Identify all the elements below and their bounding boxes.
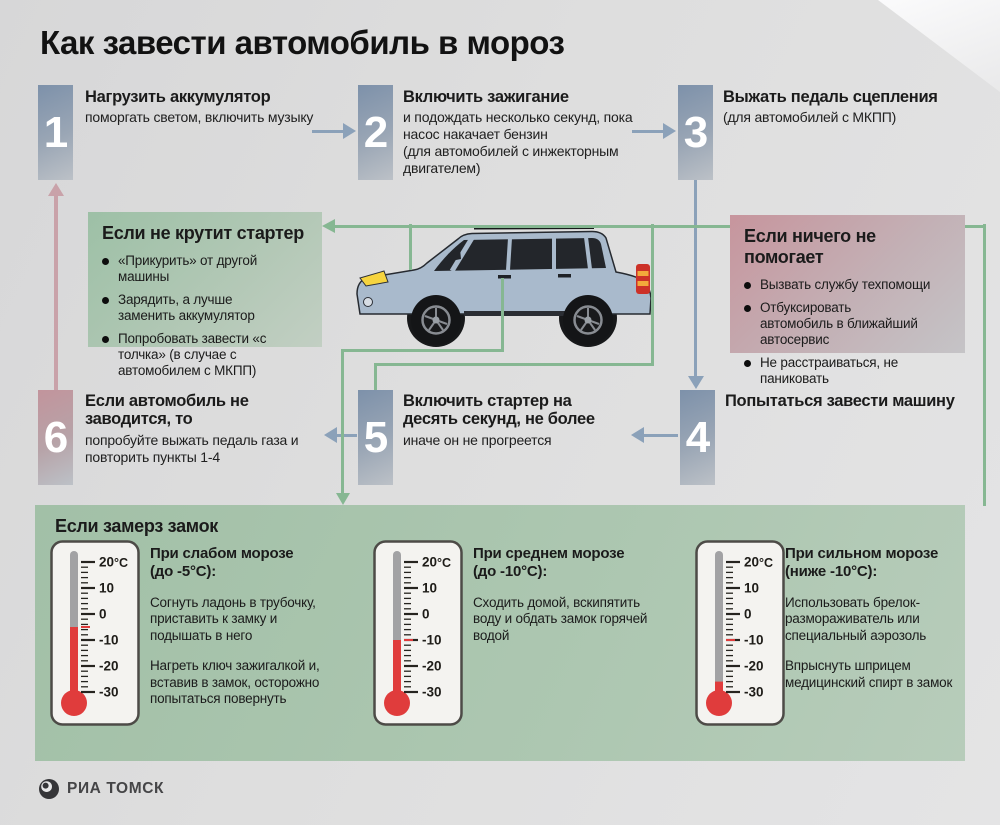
footer [38,778,164,800]
svg-text:0: 0 [99,606,107,622]
bullet-dot [744,360,751,367]
svg-text:-30: -30 [422,684,442,700]
lock-column-severe [785,545,965,705]
svg-text:°C: °C [759,556,774,570]
ria-tomsk-logo-icon [38,778,60,800]
step-2-desc2: (для автомобилей с инжекторным двигателем) [403,143,619,176]
step-6-title: Если автомобиль не заводится, то [85,392,249,429]
svg-text:0: 0 [422,606,430,622]
lock-column-mild-p2: Нагреть ключ зажигалкой и, вставив в замок, осторожно попытаться повернуть [150,658,320,707]
step-number-4: 4 [685,412,710,462]
svg-text:°C: °C [114,556,129,570]
starter-item-2: Зарядить, а лучше заменить аккумулятор [118,291,255,323]
thermometer-medium-frost [373,540,463,726]
step-1-desc: поморгать светом, включить музыку [85,109,314,126]
svg-text:-10: -10 [99,632,119,648]
svg-text:20: 20 [744,554,760,570]
bullet-dot [102,297,109,304]
list-item [744,300,951,348]
step-3 [723,88,973,126]
step-4-title: Попытаться завести машину [725,392,955,410]
lock-column-mild-p1: Согнуть ладонь в трубочку, приставить к замку и подышать в него [150,595,316,643]
svg-text:10: 10 [744,580,760,596]
lock-column-mild [150,545,332,722]
arrow-4-5-head [631,427,644,443]
green-line-right-down [983,224,986,506]
step-5-title: Включить стартер на десять секунд, не более [403,392,595,429]
step-2-desc: и подождать несколько секунд, пока насос накачает бензин [403,109,633,143]
step-6-desc: попробуйте выжать педаль газа и повторить пункты 1-4 [85,431,299,465]
page-corner-fold [878,0,1000,92]
step-block-6 [38,390,73,485]
list-item [744,355,951,387]
step-3-title: Выжать педаль сцепления [723,88,938,106]
arrow-1-2-head [343,123,356,139]
step-3-desc: (для автомобилей с МКПП) [723,109,897,126]
svg-text:-30: -30 [744,684,764,700]
nothing-helps-box [730,215,965,386]
svg-text:20: 20 [422,554,438,570]
bullet-dot [744,305,751,312]
starter-item-1: «Прикурить» от другой машины [118,253,258,284]
lock-column-severe-p1: Использовать брелок-размораживатель или специальный аэрозоль [785,595,927,643]
lock-column-severe-heading: При сильном морозе (ниже -10°С): [785,545,939,580]
svg-text:-10: -10 [744,632,764,648]
thermometer-mild-frost [50,540,140,726]
list-item [744,277,951,293]
svg-text:-20: -20 [744,658,764,674]
green-line-step5-drop [374,363,377,390]
svg-text:20: 20 [99,554,115,570]
arrow-3-4-head [688,376,704,389]
brand-name: РИА ТОМСК [67,780,165,797]
step-block-1 [38,85,73,180]
starter-item-3: Попробовать завести «с толчка» (в случае с автомобилем с МКПП) [118,330,267,378]
lock-column-medium-heading: При среднем морозе (до -10°С): [473,545,625,580]
green-line-rear-down [651,224,654,366]
step-1-title: Нагрузить аккумулятор [85,88,271,106]
step-number-3: 3 [683,107,708,157]
green-line-to-headlight [409,224,412,270]
arrow-5-6-line [337,434,357,437]
step-block-2 [358,85,393,180]
bullet-dot [102,336,109,343]
step-number-5: 5 [363,412,388,462]
step-block-5 [358,390,393,485]
green-line-door-lock [501,278,504,352]
starter-fail-box-title: Если не крутит стартер [102,223,304,243]
help-item-2: Отбуксировать автомобиль в ближайший автосервис [760,299,918,347]
step-number-6: 6 [43,412,68,462]
lock-column-medium-p1: Сходить домой, вскипятить воду и обдать замок горячей водой [473,595,648,643]
list-item [102,331,308,379]
arrow-4-5-line [644,434,678,437]
green-line-under-car [341,349,504,352]
frozen-lock-section [35,505,965,761]
bullet-dot [102,258,109,265]
svg-text:-10: -10 [422,632,442,648]
step-5-desc: иначе он не прогреется [403,431,552,448]
page-title: Как завести автомобиль в мороз [40,24,565,61]
green-line-to-lock-section [341,349,344,494]
list-item [102,253,308,285]
frozen-lock-title: Если замерз замок [55,516,218,536]
step-block-3 [678,85,713,180]
svg-text:-20: -20 [422,658,442,674]
step-block-4 [680,390,715,485]
step-number-1: 1 [43,107,68,157]
step-2 [403,88,643,177]
lock-column-mild-heading: При слабом морозе (до -5°С): [150,545,294,580]
green-line-to-step5 [374,363,654,366]
svg-text:10: 10 [422,580,438,596]
list-item [102,292,308,324]
svg-text:10: 10 [99,580,115,596]
starter-fail-box [88,212,322,378]
svg-text:°C: °C [437,556,452,570]
bullet-dot [744,282,751,289]
step-1 [85,88,315,126]
svg-text:-30: -30 [99,684,119,700]
lock-column-severe-p2: Впрыснуть шприцем медицинский спирт в замок [785,658,953,690]
arrow-2-3-head [663,123,676,139]
svg-text:0: 0 [744,606,752,622]
step-2-title: Включить зажигание [403,88,569,106]
step-number-2: 2 [363,107,388,157]
car-illustration [348,218,668,358]
arrow-1-2-line [312,130,344,133]
help-item-1: Вызвать службу техпомощи [760,277,931,292]
arrow-6-1-head [48,183,64,196]
nothing-helps-box-title: Если ничего не помогает [744,226,876,267]
line-3-4 [694,180,697,377]
line-6-1 [54,196,58,390]
help-item-3: Не расстраиваться, не паниковать [760,354,899,386]
thermometer-severe-frost [695,540,785,726]
svg-text:-20: -20 [99,658,119,674]
step-4 [725,392,980,413]
step-5 [403,392,628,449]
lock-column-medium [473,545,655,658]
green-arrowhead-to-lock-section [336,493,350,505]
step-6 [85,392,330,466]
